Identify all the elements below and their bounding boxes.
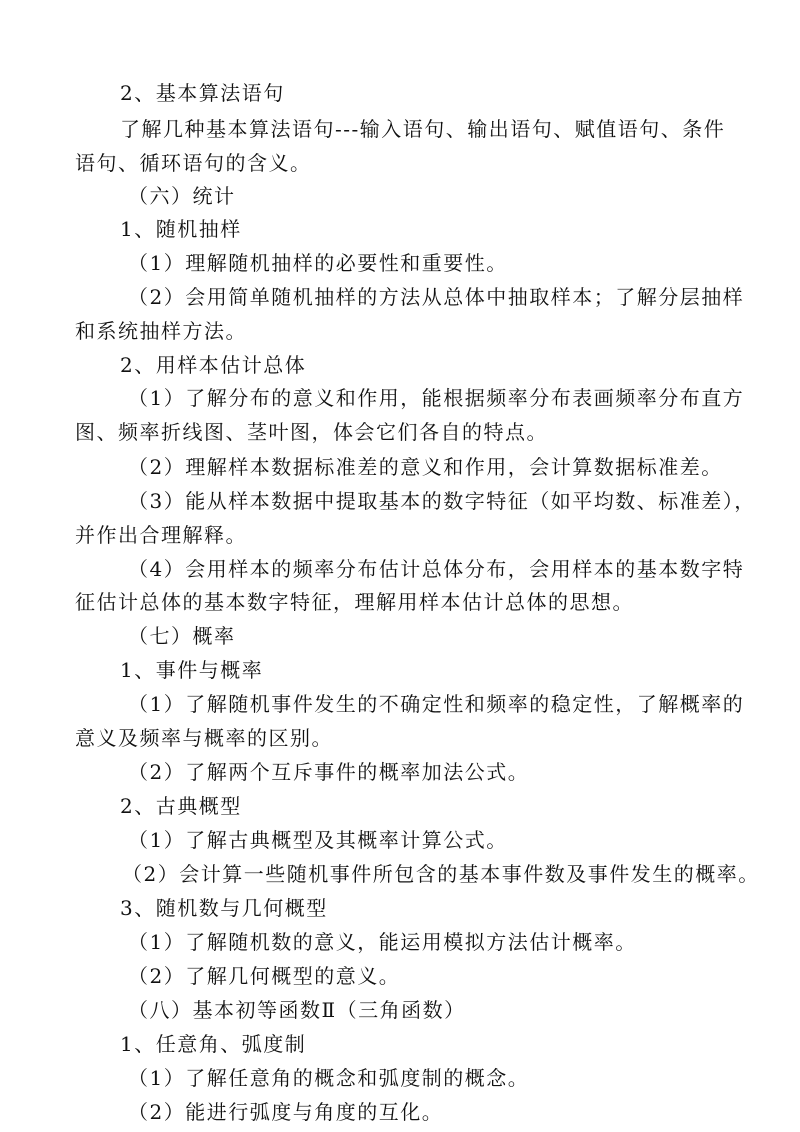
list-item: （1）理解随机抽样的必要性和重要性。 [128,251,508,275]
list-item: （2）能进行弧度与角度的互化。 [128,1100,444,1124]
section-heading: 2、古典概型 [120,794,242,818]
list-item-continuation: 征估计总体的基本数字特征，理解用样本估计总体的思想。 [75,590,634,614]
section-heading: 1、随机抽样 [120,217,242,241]
list-item-continuation: 意义及频率与概率的区别。 [75,726,333,750]
list-item-continuation: 和系统抽样方法。 [75,319,247,343]
list-item: （2）理解样本数据标准差的意义和作用，会计算数据标准差。 [128,455,723,479]
list-item: （2）会计算一些随机事件所包含的基本事件数及事件发生的概率。 [122,862,760,886]
paragraph-line: 了解几种基本算法语句---输入语句、输出语句、赋值语句、条件 [120,117,726,141]
list-item: （2）了解几何概型的意义。 [128,964,401,988]
section-heading: 2、基本算法语句 [120,81,285,105]
list-item-continuation: 并作出合理解释。 [75,523,247,547]
list-item: （2）了解两个互斥事件的概率加法公式。 [128,760,530,784]
list-item: （1）了解任意角的概念和弧度制的概念。 [128,1066,530,1090]
section-heading: 1、事件与概率 [120,658,264,682]
list-item: （1）了解古典概型及其概率计算公式。 [128,828,508,852]
list-item: （1）了解分布的意义和作用，能根据频率分布表画频率分布直方 [128,386,745,410]
paragraph-line: 语句、循环语句的含义。 [75,151,312,175]
section-heading: 3、随机数与几何概型 [120,896,328,920]
chapter-heading: （六）统计 [128,184,236,208]
list-item-continuation: 图、频率折线图、茎叶图，体会它们各自的特点。 [75,420,548,444]
chapter-heading: （八）基本初等函数Ⅱ（三角函数） [128,998,466,1022]
list-item: （2）会用简单随机抽样的方法从总体中抽取样本；了解分层抽样 [128,285,745,309]
list-item: （1）了解随机事件发生的不确定性和频率的稳定性，了解概率的 [128,692,745,716]
section-heading: 2、用样本估计总体 [120,353,307,377]
list-item: （3）能从样本数据中提取基本的数字特征（如平均数、标准差）， [128,489,756,513]
chapter-heading: （七）概率 [128,624,236,648]
list-item: （4）会用样本的频率分布估计总体分布，会用样本的基本数字特 [128,557,745,581]
list-item: （1）了解随机数的意义，能运用模拟方法估计概率。 [128,930,637,954]
section-heading: 1、任意角、弧度制 [120,1032,307,1056]
